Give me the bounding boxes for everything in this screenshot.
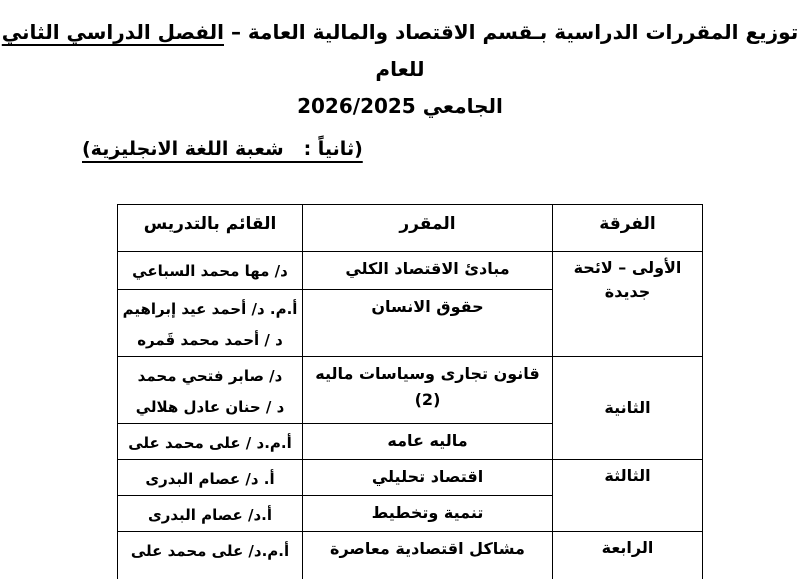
instructor-name: أ. د/ عصام البدرى <box>145 470 275 488</box>
course-cell: حقوق الانسان <box>303 290 553 357</box>
header-grade: الفرقة <box>553 205 703 252</box>
title-text-post: للعام <box>375 57 425 81</box>
instructor-name: أ.م. د/ أحمد عيد إبراهيم <box>122 300 298 318</box>
instructor-name: د / حنان عادل هلالي <box>135 398 285 416</box>
instructor-name: أ.م.د/ على محمد على <box>130 542 290 560</box>
course-cell: قانون تجارى وسياسات ماليه (2) <box>303 357 553 424</box>
instructor-cell <box>118 290 303 357</box>
header-instructor: القائم بالتدريس <box>118 205 303 252</box>
title-text-pre: توزيع المقررات الدراسية بـقسم الاقتصاد والمالية العامة – <box>224 20 799 44</box>
course-cell: اقتصاد تحليلي <box>303 460 553 496</box>
instructor-name: أ.م.د / على محمد على <box>128 434 292 452</box>
course-cell: ماليه عامه <box>303 424 553 460</box>
grade-cell: الأولى – لائحة جديدة <box>553 252 703 357</box>
section-subtitle <box>0 138 800 160</box>
course-cell: مبادئ الاقتصاد الكلي <box>303 252 553 290</box>
table-row <box>118 252 703 290</box>
instructor-name: د / أحمد محمد قَمره <box>137 331 283 349</box>
title-line-2: الجامعي 2026/2025 <box>297 94 503 118</box>
instructor-cell <box>118 532 303 579</box>
grade-cell: الثانية <box>553 357 703 460</box>
instructor-cell <box>118 357 303 424</box>
header-course: المقرر <box>303 205 553 252</box>
instructor-cell <box>118 496 303 532</box>
course-cell: مشاكل اقتصادية معاصرة <box>303 532 553 579</box>
document-title <box>0 14 800 125</box>
grade-cell: الرابعة <box>553 532 703 579</box>
table-row <box>118 357 703 424</box>
table-row <box>118 532 703 579</box>
course-distribution-table <box>117 204 703 579</box>
instructor-cell <box>118 424 303 460</box>
instructor-name: أ.د/ عصام البدرى <box>147 506 273 524</box>
table-row <box>118 460 703 496</box>
course-cell: تنمية وتخطيط <box>303 496 553 532</box>
title-line-1 <box>0 14 800 88</box>
title-text-underlined: الفصل الدراسي الثاني <box>1 20 224 44</box>
instructor-name: د/ مها محمد السباعي <box>132 262 288 280</box>
section-subtitle-text: (ثانياً : شعبة اللغة الانجليزية) <box>82 138 363 160</box>
instructor-cell <box>118 460 303 496</box>
instructor-name: د/ صابر فتحي محمد <box>137 367 283 385</box>
instructor-cell <box>118 252 303 290</box>
grade-cell: الثالثة <box>553 460 703 532</box>
table-header-row <box>118 205 703 252</box>
